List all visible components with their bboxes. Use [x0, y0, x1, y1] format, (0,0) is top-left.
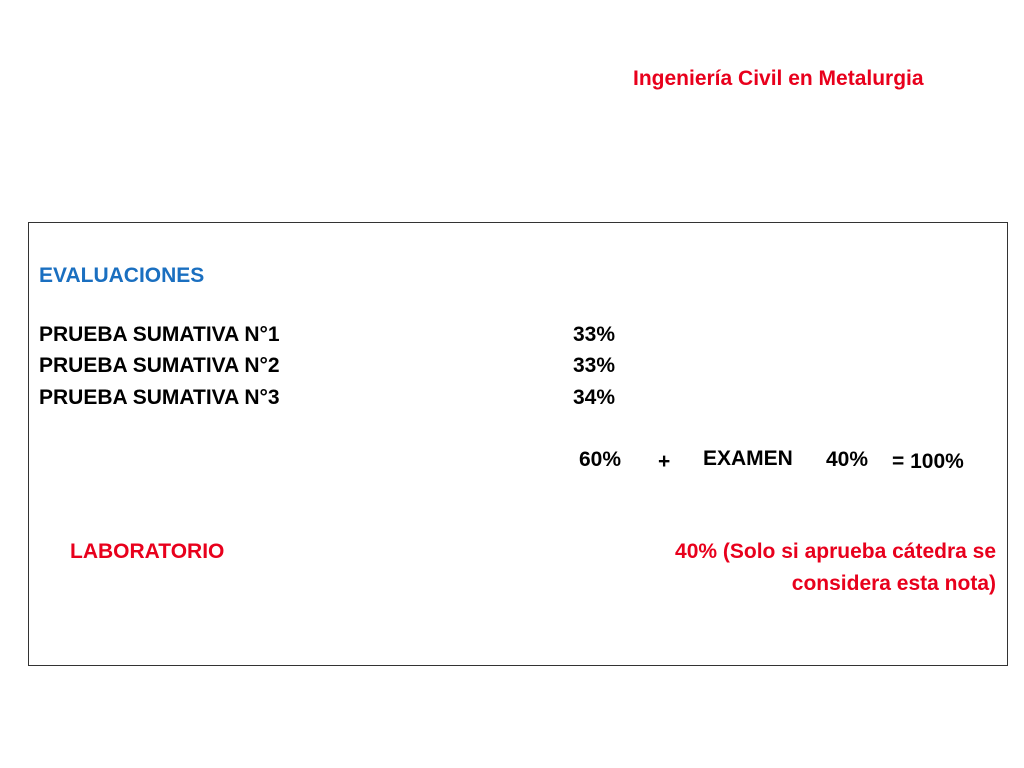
- evaluation-item-2-label: PRUEBA SUMATIVA N°2: [39, 354, 280, 377]
- laboratory-label: LABORATORIO: [70, 540, 225, 563]
- page-title: Ingeniería Civil en Metalurgia: [633, 67, 924, 90]
- laboratory-note-line-2: considera esta nota): [791, 572, 996, 595]
- evaluation-item-3-weight: 34%: [573, 386, 616, 409]
- evaluations-heading: EVALUACIONES: [39, 264, 205, 287]
- laboratory-note-line-1: 40% (Solo si aprueba cátedra se: [675, 540, 996, 563]
- formula-exam-weight: 40%: [826, 448, 869, 471]
- evaluation-item-2-weight: 33%: [573, 354, 616, 377]
- evaluation-item-1-weight: 33%: [573, 323, 616, 346]
- evaluation-panel: [28, 222, 1008, 666]
- formula-total: = 100%: [892, 450, 964, 473]
- evaluation-item-3-label: PRUEBA SUMATIVA N°3: [39, 386, 280, 409]
- formula-plus-sign: +: [658, 450, 671, 473]
- formula-exam-label: EXAMEN: [703, 447, 793, 470]
- evaluation-item-1-label: PRUEBA SUMATIVA N°1: [39, 323, 280, 346]
- formula-partial-weight: 60%: [579, 448, 622, 471]
